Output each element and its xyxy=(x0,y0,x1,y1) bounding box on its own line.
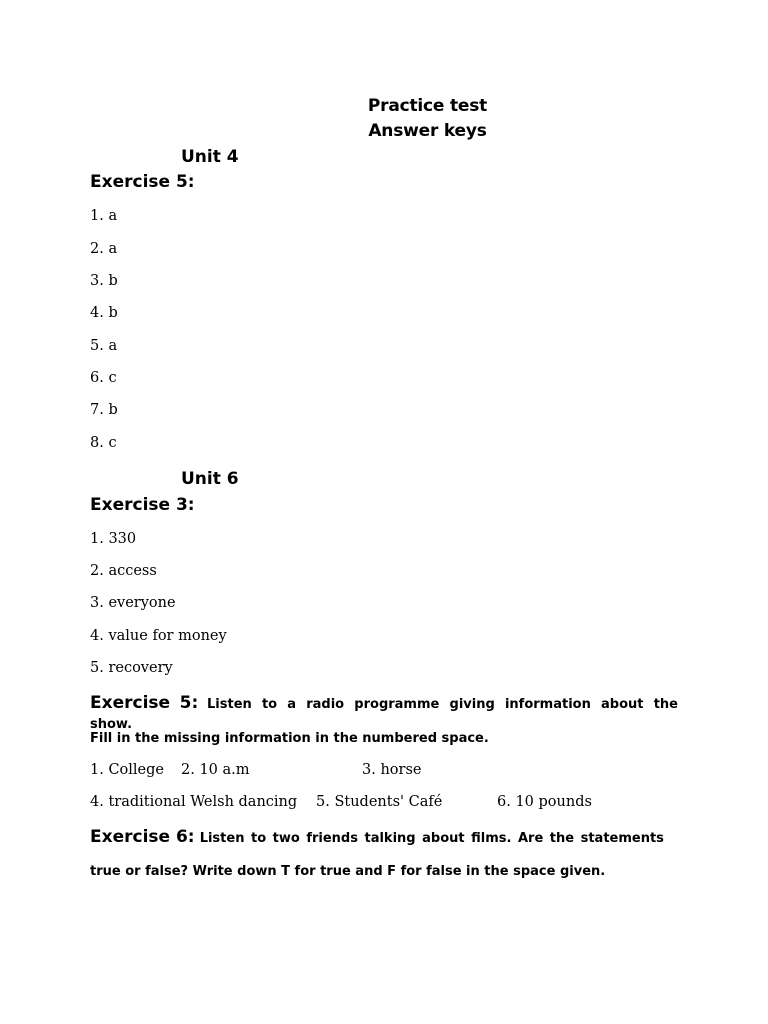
unit-6-exercise-5-answer: 2. 10 a.m xyxy=(181,762,250,778)
unit-6-heading: Unit 6 xyxy=(181,469,239,489)
unit-4-exercise-5-answer: 4. b xyxy=(90,305,118,321)
exercise-6-instruction-line-2: true or false? Write down T for true and F for false in the space given. xyxy=(90,864,606,879)
unit-6-exercise-5-answer: 3. horse xyxy=(362,762,422,778)
page-title: Practice test xyxy=(367,96,488,116)
unit-4-exercise-5-answer: 7. b xyxy=(90,402,118,418)
unit-6-exercise-3-answer: 1. 330 xyxy=(90,531,137,547)
unit-6-exercise-3-answer: 4. value for money xyxy=(90,628,227,644)
unit-6-exercise-5-answer: 6. 10 pounds xyxy=(497,794,592,810)
page-subtitle: Answer keys xyxy=(368,121,487,141)
exercise-5-label: Exercise 5: xyxy=(90,693,199,713)
unit-4-exercise-5-answer: 3. b xyxy=(90,273,118,289)
unit-6-exercise-3-answer: 3. everyone xyxy=(90,595,176,611)
unit-4-exercise-5-answer: 2. a xyxy=(90,241,118,257)
unit-6-exercise-3-answer: 2. access xyxy=(90,563,157,579)
unit-6-exercise-3-heading: Exercise 3: xyxy=(90,495,195,515)
exercise-5-instruction-line-1: Listen to a radio programme giving information about the show. xyxy=(90,697,678,732)
unit-6-exercise-3-answer: 5. recovery xyxy=(90,660,173,676)
unit-4-exercise-5-answer: 5. a xyxy=(90,338,118,354)
unit-4-heading: Unit 4 xyxy=(181,147,239,167)
exercise-6-instruction-line-1: Listen to two friends talking about films. Are the statements xyxy=(199,831,664,846)
unit-6-exercise-6-instruction xyxy=(90,827,678,847)
unit-4-exercise-5-heading: Exercise 5: xyxy=(90,172,195,192)
exercise-5-instruction-line-2: Fill in the missing information in the numbered space. xyxy=(90,731,489,746)
unit-6-exercise-5-answer: 1. College xyxy=(90,762,164,778)
unit-6-exercise-5-answer: 4. traditional Welsh dancing xyxy=(90,794,298,810)
unit-4-exercise-5-answer: 6. c xyxy=(90,370,117,386)
exercise-6-label: Exercise 6: xyxy=(90,827,195,847)
unit-6-exercise-5-answer: 5. Students' Café xyxy=(316,794,443,810)
unit-6-exercise-5-instruction xyxy=(90,693,678,732)
unit-4-exercise-5-answer: 1. a xyxy=(90,208,118,224)
unit-4-exercise-5-answer: 8. c xyxy=(90,435,117,451)
